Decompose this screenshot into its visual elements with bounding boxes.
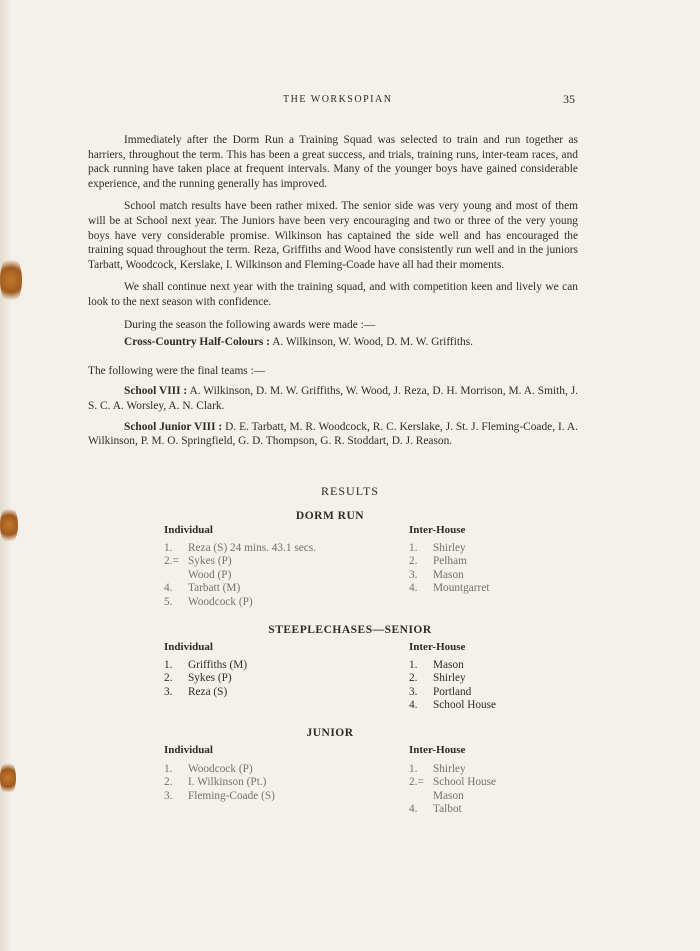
journal-title: THE WORKSOPIAN <box>283 94 393 105</box>
team-label: School Junior VIII : <box>124 420 223 433</box>
list-item: 3. Portland <box>409 685 472 698</box>
list-item: 3. Mason <box>409 568 464 581</box>
list-item: 2.= Sykes (P) <box>164 555 232 568</box>
paragraph: Immediately after the Dorm Run a Training Squad was selected to train and run together as harriers, throughout the term. This has been a great success, and trials, training runs, inter-team races, and pack running have taken place at frequent intervals. Many of the younger boys have gained considerable experience, and the running generally has improved. <box>88 134 578 190</box>
stain-mark <box>0 255 22 305</box>
list-item: 2. Pelham <box>409 555 467 568</box>
list-item: 3. Reza (S) <box>164 685 228 698</box>
awards-line <box>88 335 578 350</box>
team-senior <box>88 384 578 413</box>
team-label: School VIII : <box>124 385 188 398</box>
team-junior <box>88 420 578 449</box>
section-heading-dorm-run: DORM RUN <box>295 510 365 522</box>
inter-house-list <box>409 659 496 713</box>
list-item: 2. Shirley <box>409 672 466 685</box>
list-item: 2. Sykes (P) <box>164 672 232 685</box>
list-item: 3. Fleming-Coade (S) <box>164 789 275 802</box>
list-item: 5. Woodcock (P) <box>164 595 253 608</box>
list-item: 1. Shirley <box>409 763 466 775</box>
section-heading-junior: JUNIOR <box>306 727 354 739</box>
article-body <box>88 133 578 453</box>
list-item: 1. Griffiths (M) <box>164 659 248 671</box>
list-item: 1. Shirley <box>409 542 466 554</box>
individual-heading: Individual <box>164 524 213 536</box>
inter-house-heading: Inter-House <box>409 524 466 536</box>
inter-house-list <box>409 542 489 596</box>
page-edge <box>0 0 12 951</box>
inter-house-list <box>409 763 496 817</box>
paragraph: We shall continue next year with the training squad, and with competition keen and lively we can look to the next season with confidence. <box>88 281 578 308</box>
awards-names: A. Wilkinson, W. Wood, D. M. W. Griffiths. <box>272 336 474 349</box>
individual-heading: Individual <box>164 744 213 756</box>
page-number: 35 <box>563 92 575 106</box>
list-item: 1. Mason <box>409 659 464 671</box>
teams-intro: The following were the final teams :— <box>88 364 266 377</box>
inter-house-heading: Inter-House <box>409 744 466 756</box>
list-item: 4. Talbot <box>409 803 462 816</box>
results-title: RESULTS <box>321 484 379 498</box>
list-item: 1. Reza (S) 24 mins. 43.1 secs. <box>164 542 317 554</box>
list-item: 4. Tarbatt (M) <box>164 582 241 595</box>
list-item: Wood (P) <box>188 568 232 581</box>
team-names: D. E. Tarbatt, M. R. Woodcock, R. C. Kerslake, J. St. J. Fleming-Coade, I. A. Wilkinson, P. M. O. Springfield, G. D. Thompson, G. R. Stoddart, D. J. Reason. <box>88 420 578 448</box>
section-heading-steeplechases-senior: STEEPLECHASES—SENIOR <box>268 624 432 636</box>
individual-list <box>164 763 275 803</box>
list-item: 4. School House <box>409 699 497 712</box>
list-item: 2.= School House <box>409 776 497 789</box>
list-item: 1. Woodcock (P) <box>164 763 253 775</box>
list-item: 4. Mountgarret <box>409 582 490 595</box>
individual-heading: Individual <box>164 641 213 653</box>
inter-house-heading: Inter-House <box>409 641 466 653</box>
paragraph: During the season the following awards were made :— <box>124 318 376 331</box>
list-item: Mason <box>433 789 464 802</box>
awards-label: Cross-Country Half-Colours : <box>124 336 270 349</box>
individual-list <box>164 542 316 609</box>
list-item: 2. I. Wilkinson (Pt.) <box>164 776 267 789</box>
team-names: A. Wilkinson, D. M. W. Griffiths, W. Wood, J. Reza, D. H. Morrison, M. A. Smith, J. S. C. A. Worsley, A. N. Clark. <box>88 385 578 412</box>
individual-list <box>164 659 247 699</box>
stain-mark <box>0 760 16 796</box>
paragraph: School match results have been rather mixed. The senior side was very young and most of them will be at School next year. The Juniors have been very encouraging and two or three of the very young boys have very considerable promise. Wilkinson has captained the side well and has encouraged the training squad throughout the term. Reza, Griffiths and Wood have consistently run well and in the juniors Tarbatt, Woodcock, Kerslake, I. Wilkinson and Fleming-Coade have all had their moments. <box>88 200 578 271</box>
